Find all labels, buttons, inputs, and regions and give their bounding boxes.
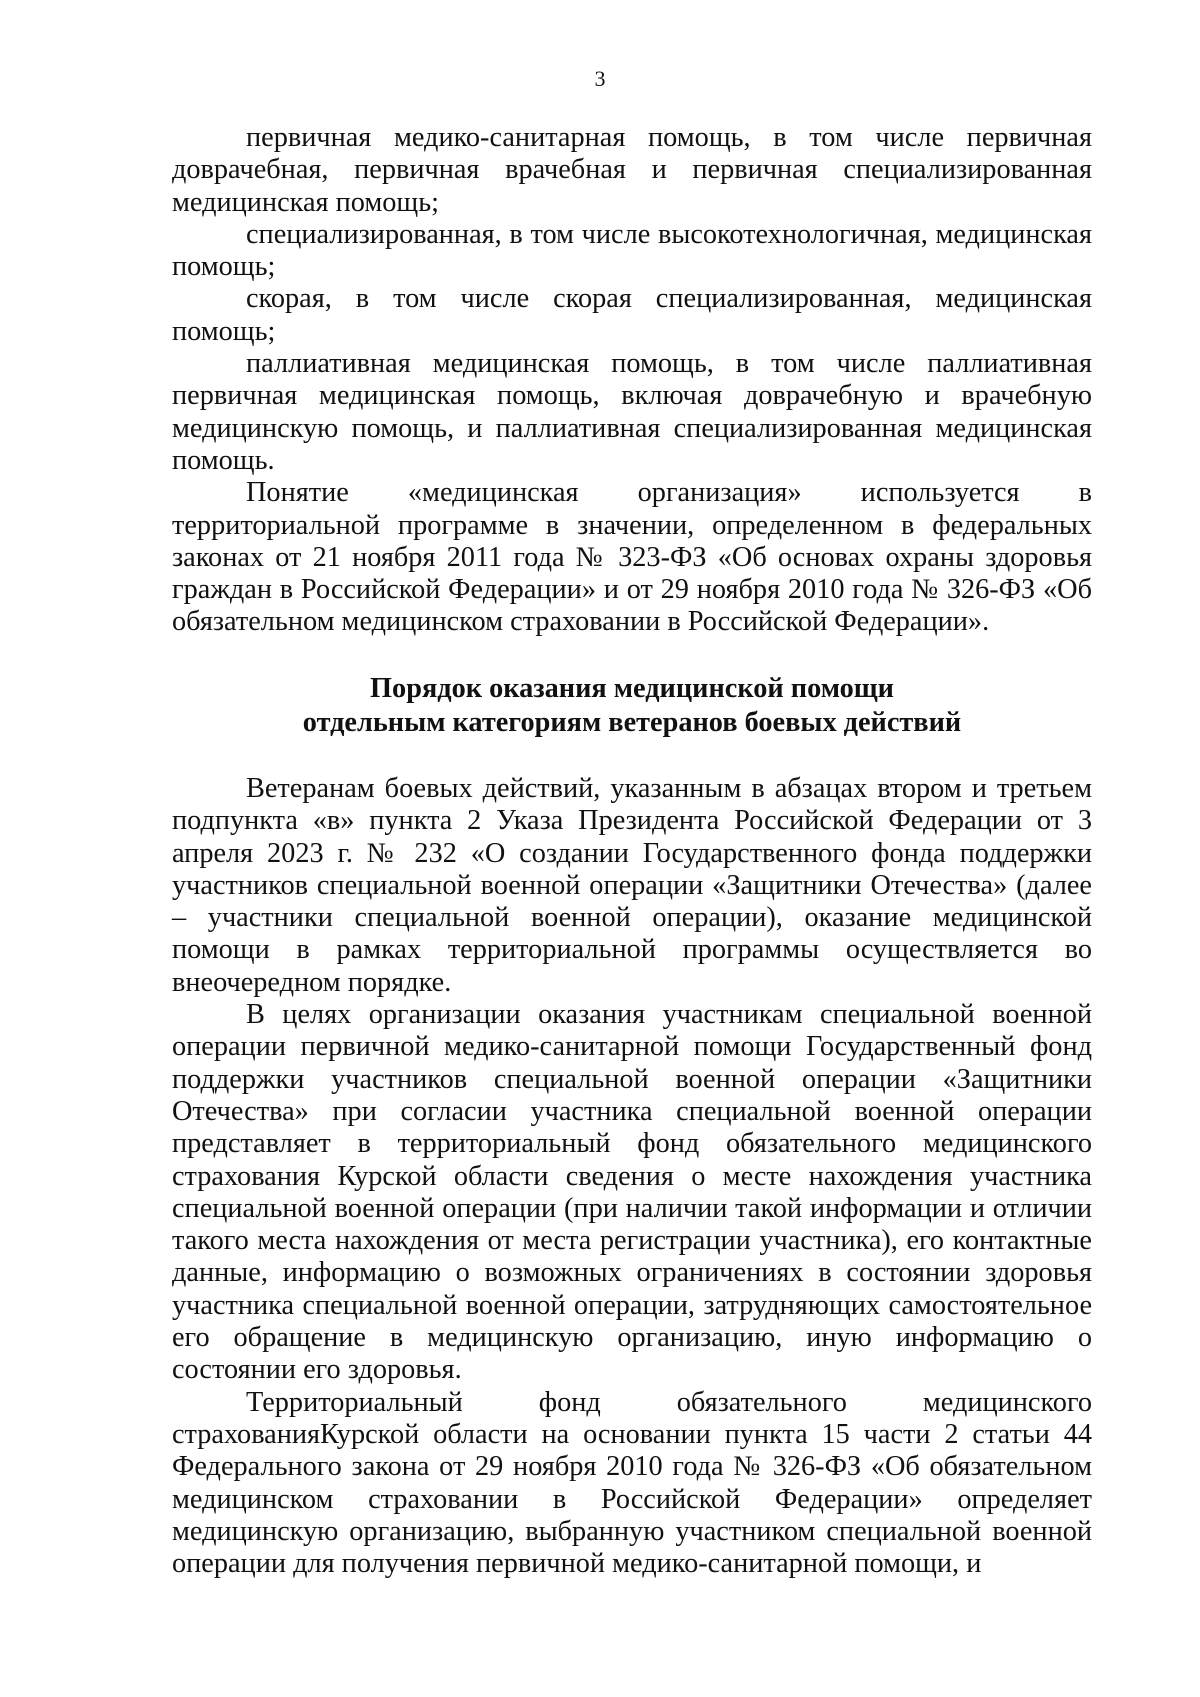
paragraph-specialized-care: специализированная, в том числе высокотехнологичная, медицинская помощь; [172, 218, 1092, 283]
paragraph-veterans-priority: Ветеранам боевых действий, указанным в абзацах втором и третьем подпункта «в» пункта 2 Указа Президента Российской Федерации от 3 апреля 2023 г. № 232 «О создании Государственного фонда поддержки участников специальной военной операции «Защитники Отечества» (далее – участники специальной военной операции), оказание медицинской помощи в рамках территориальной программы осуществляется во внеочередном порядке. [172, 773, 1092, 998]
page-number: 3 [594, 66, 606, 91]
paragraph-fund-information: В целях организации оказания участникам специальной военной операции первичной медико-санитарной помощи Государственный фонд поддержки участников специальной военной операции «Защитники Отечества» при согласии участника специальной военной операции представляет в территориальный фонд обязательного медицинского страхования Курской области сведения о месте нахождения участника специальной военной операции (при наличии такой информации и отличии такого места нахождения от места регистрации участника), его контактные данные, информацию о возможных ограничениях в состоянии здоровья участника специальной военной операции, затрудняющих самостоятельное его обращение в медицинскую организацию, иную информацию о состоянии его здоровья. [172, 999, 1092, 1386]
section-heading-line-2: отдельным категориям ветеранов боевых действий [302, 707, 962, 738]
section-heading [172, 672, 1092, 740]
paragraph-medical-organization-definition: Понятие «медицинская организация» используется в территориальной программе в значении, определенном в федеральных законах от 21 ноября 2011 года № 323-ФЗ «Об основах охраны здоровья граждан в Российской Федерации» и от 29 ноября 2010 года № 326-ФЗ «Об обязательном медицинском страховании в Российской Федерации». [172, 477, 1092, 638]
paragraph-emergency-care: скорая, в том числе скорая специализированная, медицинская помощь; [172, 283, 1092, 347]
paragraph-primary-care: первичная медико-санитарная помощь, в том числе первичная доврачебная, первичная врачебная и первичная специализированная медицинская помощь; [172, 122, 1092, 218]
section-heading-line-1: Порядок оказания медицинской помощи [370, 673, 894, 704]
section-text-block [172, 773, 1092, 1580]
paragraph-palliative-care: паллиативная медицинская помощь, в том числе паллиативная первичная медицинская помощь, включая доврачебную и врачебную медицинскую помощь, и паллиативная специализированная медицинская помощь. [172, 348, 1092, 476]
intro-text-block [172, 122, 1092, 639]
paragraph-territorial-fund: Территориальный фонд обязательного медицинского страхованияКурской области на основании пункта 15 части 2 статьи 44 Федерального закона от 29 ноября 2010 года № 326-ФЗ «Об обязательном медицинском страховании в Российской Федерации» определяет медицинскую организацию, выбранную участником специальной военной операции для получения первичной медико-санитарной помощи, и [172, 1386, 1092, 1580]
